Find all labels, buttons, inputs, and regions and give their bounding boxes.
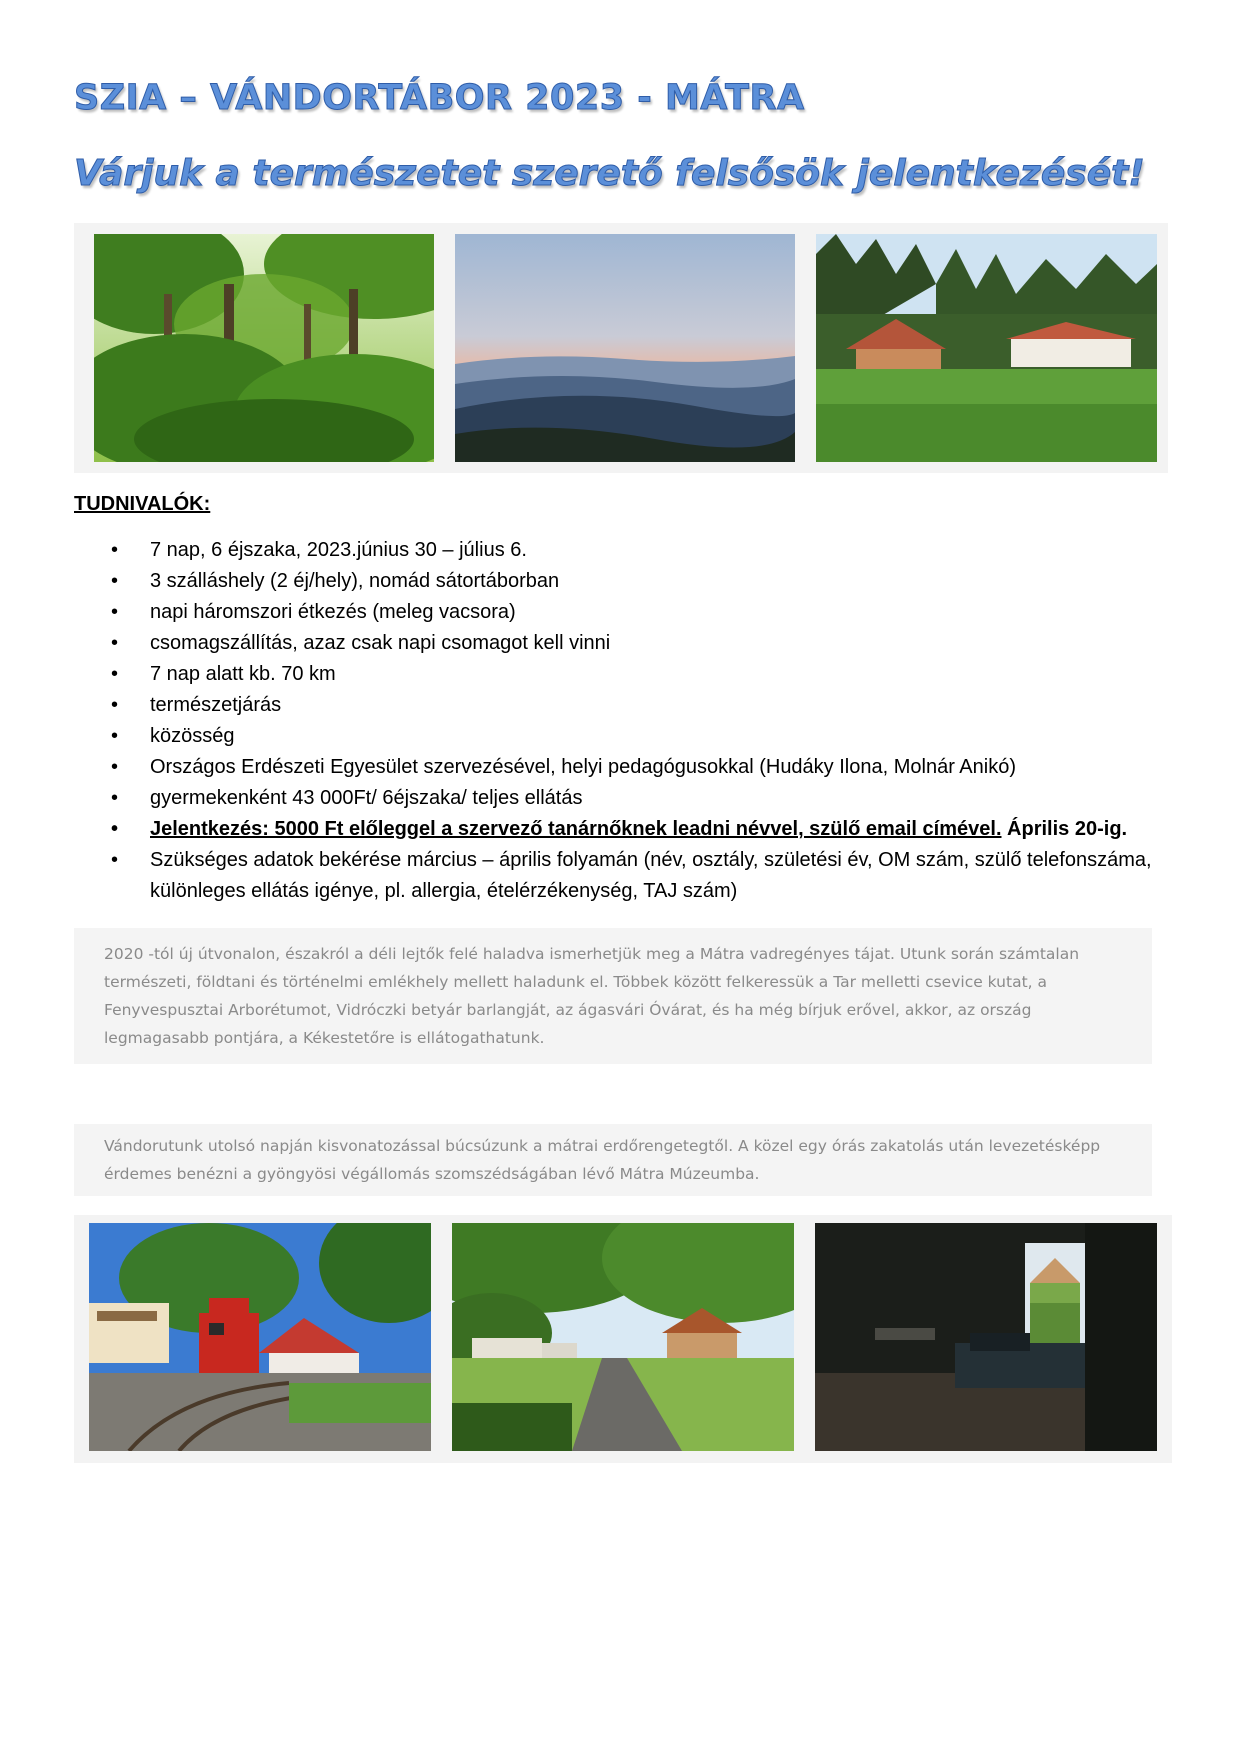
forest-photo — [94, 234, 434, 462]
list-item: • 7 nap, 6 éjszaka, 2023.június 30 – július 6. — [74, 535, 1184, 566]
last-day-note — [74, 1124, 1152, 1196]
list-item: • 7 nap alatt kb. 70 km — [74, 659, 1184, 690]
list-item: • közösség — [74, 721, 1184, 752]
page-subtitle: Várjuk a természetet szerető felsősök jelentkezését! — [74, 153, 1145, 194]
list-item: • Országos Erdészeti Egyesület szervezésével, helyi pedagógusokkal (Hudáky Ilona, Molnár Anikó) — [74, 752, 1184, 783]
list-item: • csomagszállítás, azaz csak napi csomagot kell vinni — [74, 628, 1184, 659]
info-list — [74, 535, 1184, 907]
info-heading: TUDNIVALÓK: — [74, 493, 211, 515]
bottom-photo-gallery — [74, 1215, 1172, 1463]
page-title: SZIA – VÁNDORTÁBOR 2023 - MÁTRA — [74, 78, 805, 118]
route-note — [74, 928, 1152, 1064]
registration-text: Jelentkezés: 5000 Ft előleggel a szervező tanárnőknek leadni névvel, szülő email címével. — [150, 818, 1002, 840]
mountain-sunset-photo — [455, 234, 795, 462]
list-item: • természetjárás — [74, 690, 1184, 721]
route-note-text: 2020 -tól új útvonalon, északról a déli lejtők felé haladva ismerhetjük meg a Mátra vadregényes tájat. Utunk során számtalan természeti, földtani és történelmi emlékhely mellett haladunk el. Többek között felkeressük a Tar melletti csevice kutat, a Fenyvespusztai Arborétumot, Vidróczki betyár barlangját, az ágasvári Óvárat, és ha még bírjuk erővel, akkor, az ország legmagasabb pontjára, a Kékestetőre is ellátogathatunk. — [104, 945, 1080, 1047]
campsite-pavilion-photo — [452, 1223, 794, 1451]
data-request-item: • Szükséges adatok bekérése március – április folyamán (név, osztály, születési év, OM szám, szülő telefonszáma, különleges ellátás igénye, pl. allergia, ételérzékenység, TAJ szám) — [74, 845, 1184, 907]
last-day-note-text: Vándorutunk utolsó napján kisvonatozással búcsúzunk a mátrai erdőrengetegtől. A közel egy órás zakatolás után levezetésképp érdemes benézni a gyöngyösi végállomás szomszédságában lévő Mátra Múzeumba. — [104, 1137, 1101, 1183]
narrow-gauge-train-photo — [89, 1223, 431, 1451]
list-item: • 3 szálláshely (2 éj/hely), nomád sátortáborban — [74, 566, 1184, 597]
registration-deadline: Április 20-ig. — [1001, 818, 1128, 840]
lodge-meadow-photo — [816, 234, 1157, 462]
top-photo-gallery — [74, 223, 1168, 473]
registration-item — [74, 814, 1184, 845]
list-item: • gyermekenként 43 000Ft/ 6éjszaka/ teljes ellátás — [74, 783, 1184, 814]
tent-interior-photo — [815, 1223, 1157, 1451]
list-item: • napi háromszori étkezés (meleg vacsora) — [74, 597, 1184, 628]
